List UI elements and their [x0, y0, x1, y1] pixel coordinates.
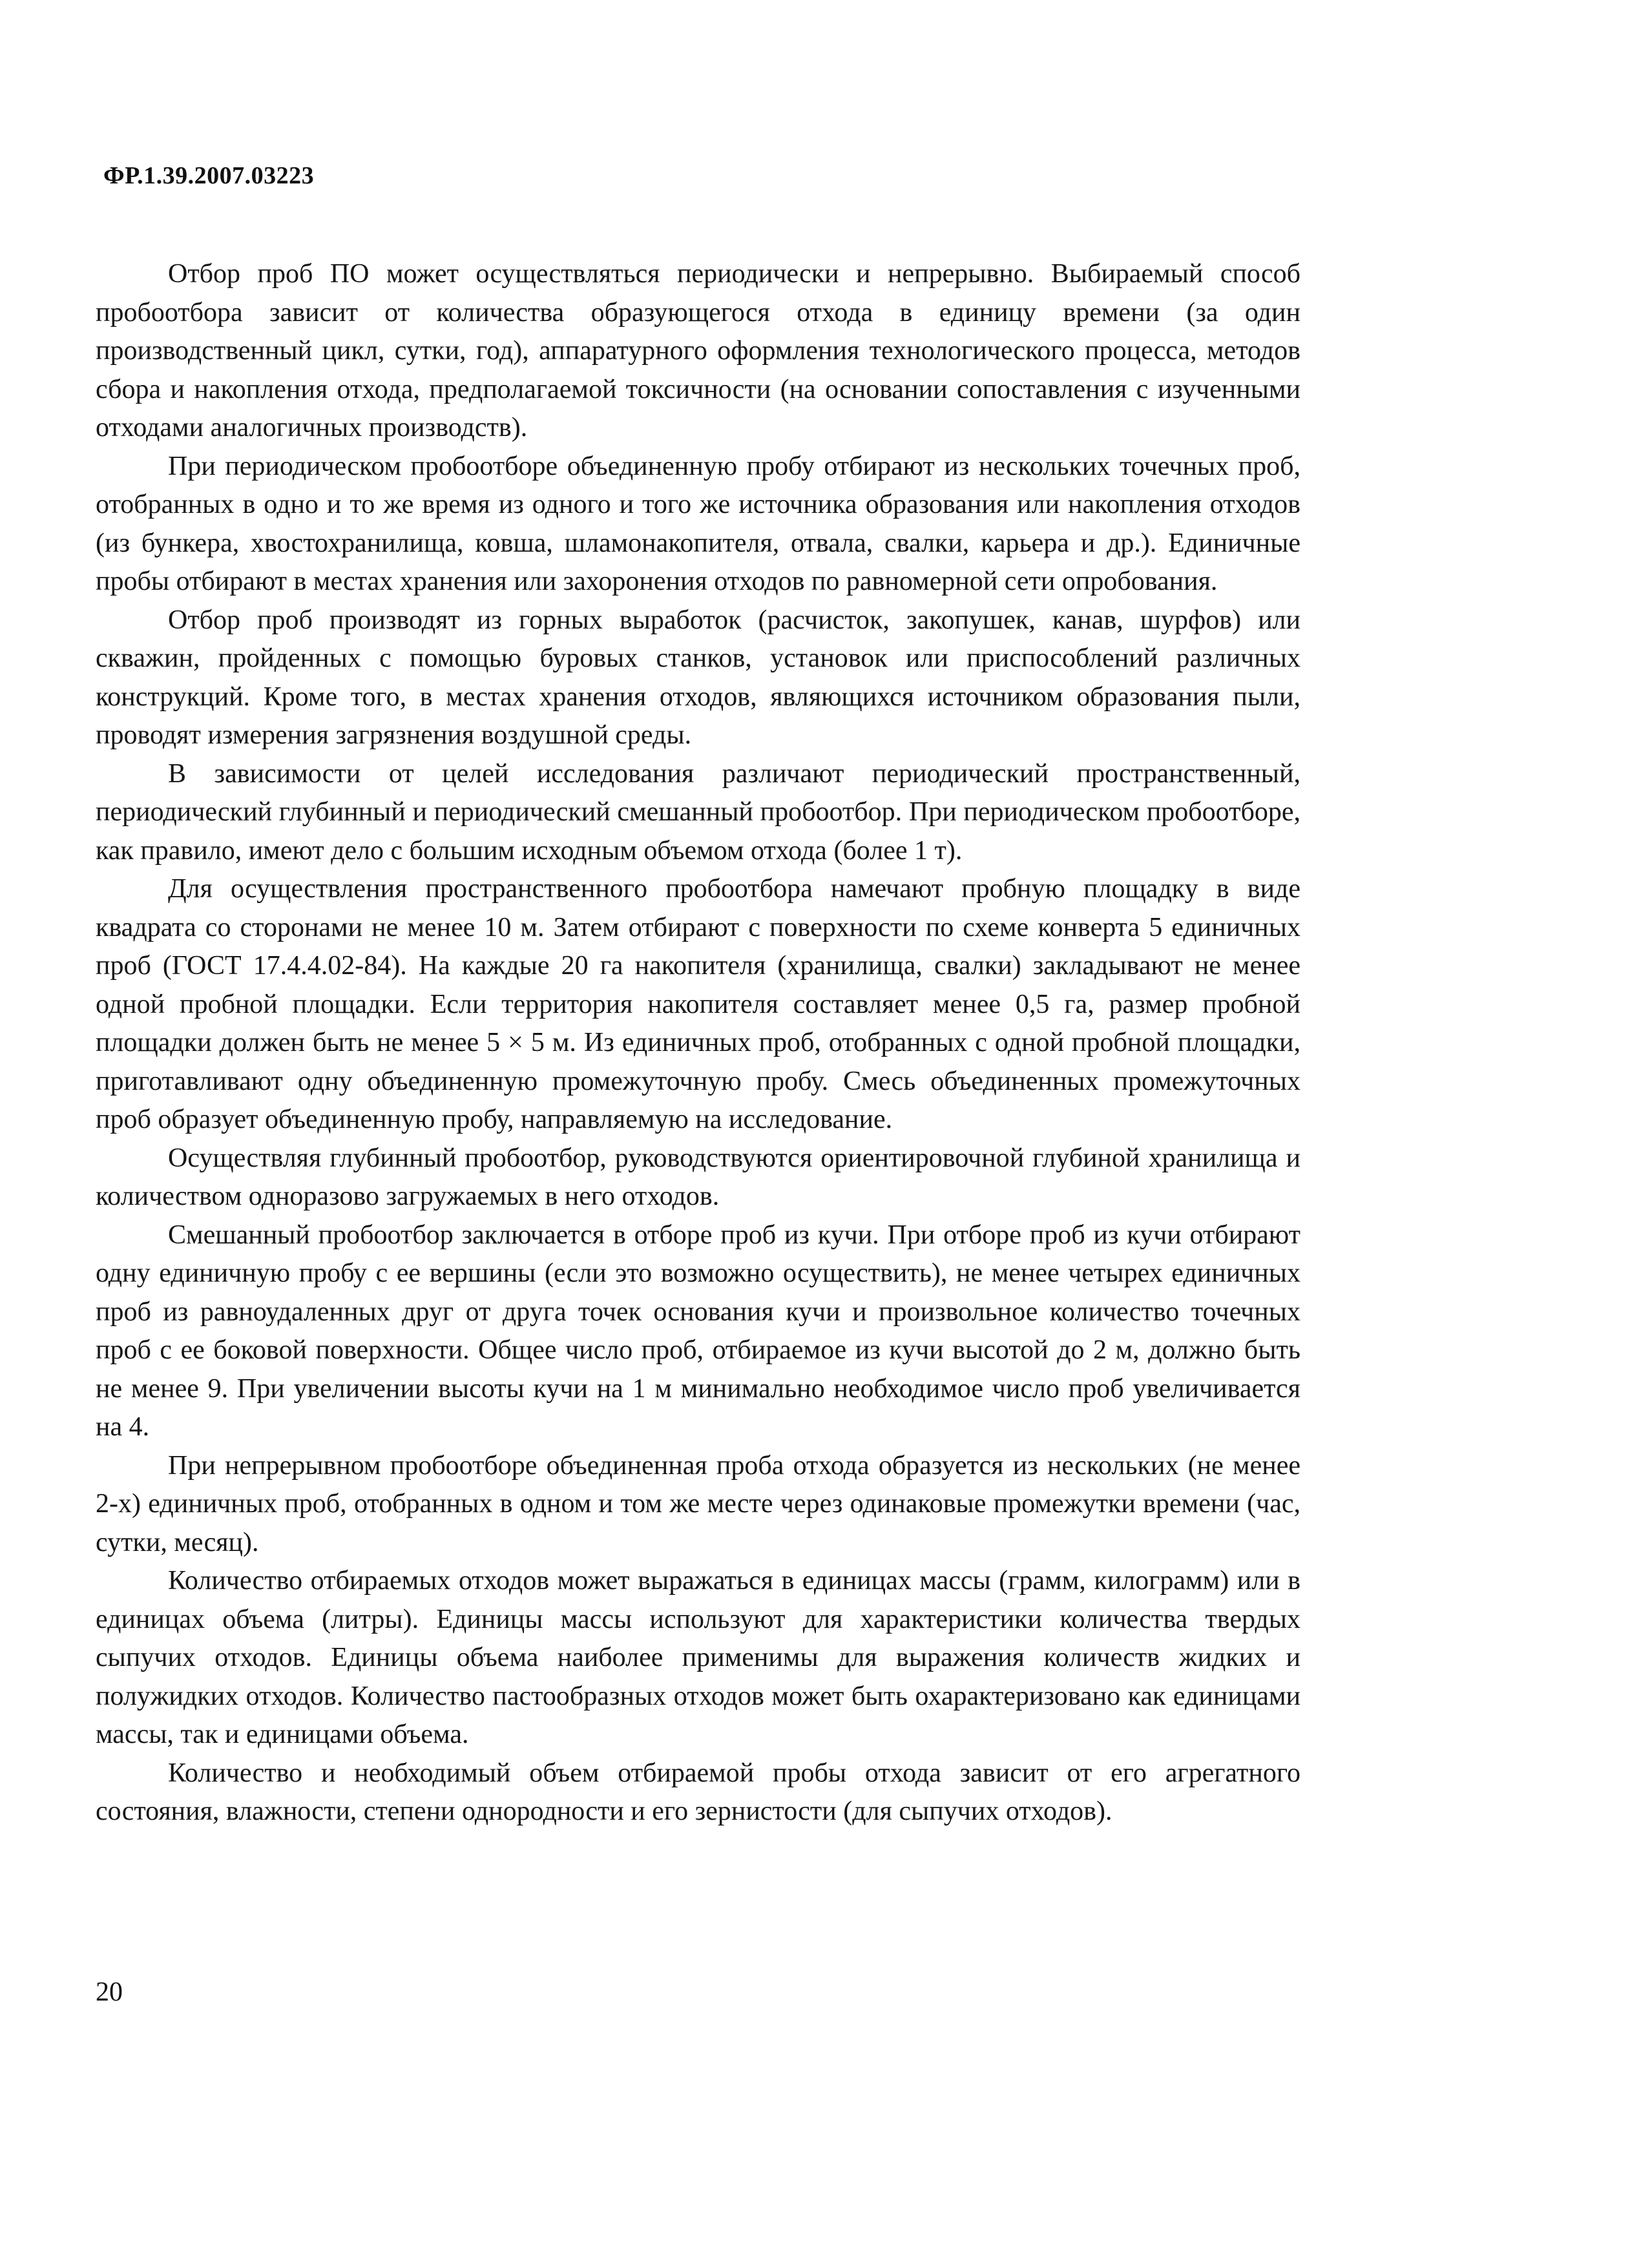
page-number: 20 [96, 1977, 123, 2007]
paragraph-sampling-methods: Отбор проб ПО может осуществляться периодически и непрерывно. Выбираемый способ пробоотбора зависит от количества образующегося отхода в единицу времени (за один производственный цикл, сутки, год), аппаратурного оформления технологического процесса, методов сбора и накопления отхода, предполагаемой токсичности (на основании сопоставления с изученными отходами аналогичных производств). [96, 259, 1300, 442]
body-text [96, 255, 1300, 1831]
paragraph-continuous-sampling: При непрерывном пробоотборе объединенная проба отхода образуется из нескольких (не менее 2-х) единичных проб, отобранных в одном и том же месте через одинаковые промежутки времени (час, сутки, месяц). [96, 1450, 1300, 1557]
paragraph-periodic-sampling: При периодическом пробоотборе объединенную пробу отбирают из нескольких точечных проб, отобранных в одно и то же время из одного и того же источника образования или накопления отходов (из бункера, хвостохранилища, ковша, шламонакопителя, отвала, свалки, карьера и др.). Единичные пробы отбирают в местах хранения или захоронения отходов по равномерной сети опробования. [96, 451, 1300, 596]
paragraph-spatial-sampling: Для осуществления пространственного пробоотбора намечают пробную площадку в виде квадрата со сторонами не менее 10 м. Затем отбирают с поверхности по схеме конверта 5 единичных проб (ГОСТ 17.4.4.02-84). На каждые 20 га накопителя (хранилища, свалки) закладывают не менее одной пробной площадки. Если территория накопителя составляет менее 0,5 га, размер пробной площадки должен быть не менее 5 × 5 м. Из единичных проб, отобранных с одной пробной площадки, приготавливают одну объединенную промежуточную пробу. Смесь объединенных промежуточных проб образует объединенную пробу, направляемую на исследование. [96, 874, 1300, 1134]
paragraph-quantity-units: Количество отбираемых отходов может выражаться в единицах массы (грамм, килограмм) или в единицах объема (литры). Единицы массы используют для характеристики количества твердых сыпучих отходов. Единицы объема наиболее применимы для выражения количеств жидких и полужидких отходов. Количество пастообразных отходов может быть охарактеризовано как единицами массы, так и единицами объема. [96, 1566, 1300, 1749]
paragraph-sample-volume: Количество и необходимый объем отбираемой пробы отхода зависит от его агрегатного состояния, влажности, степени однородности и его зернистости (для сыпучих отходов). [96, 1758, 1300, 1826]
document-code: ФР.1.39.2007.03223 [103, 162, 315, 189]
paragraph-sampling-types: В зависимости от целей исследования различают периодический пространственный, периодический глубинный и периодический смешанный пробоотбор. При периодическом пробоотборе, как правило, имеют дело с большим исходным объемом отхода (более 1 т). [96, 758, 1300, 866]
paragraph-mixed-sampling: Смешанный пробоотбор заключается в отборе проб из кучи. При отборе проб из кучи отбирают одну единичную пробу с ее вершины (если это возможно осуществить), не менее четырех единичных проб из равноудаленных друг от друга точек основания кучи и произвольное количество точечных проб с ее боковой поверхности. Общее число проб, отбираемое из кучи высотой до 2 м, должно быть не менее 9. При увеличении высоты кучи на 1 м минимально необходимое число проб увеличивается на 4. [96, 1220, 1300, 1442]
paragraph-depth-sampling: Осуществляя глубинный пробоотбор, руководствуются ориентировочной глубиной хранилища и количеством одноразово загружаемых в него отходов. [96, 1143, 1300, 1211]
paragraph-mine-workings: Отбор проб производят из горных выработок (расчисток, закопушек, канав, шурфов) или скважин, пройденных с помощью буровых станков, установок или приспособлений различных конструкций. Кроме того, в местах хранения отходов, являющихся источником образования пыли, проводят измерения загрязнения воздушной среды. [96, 605, 1300, 750]
